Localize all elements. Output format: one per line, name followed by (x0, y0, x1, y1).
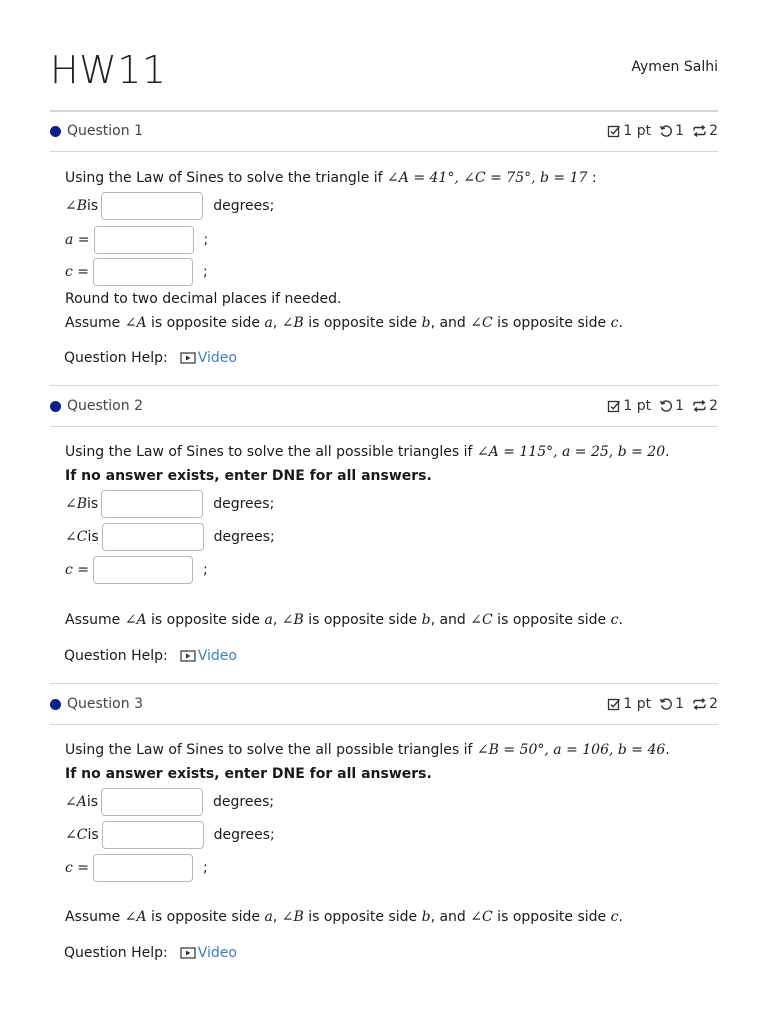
angle-c-input[interactable] (102, 523, 204, 551)
dne-note: If no answer exists, enter DNE for all answers. (65, 468, 432, 484)
answer-row-angle-a (65, 786, 274, 818)
attempts-value: 2 (709, 398, 718, 414)
question-prompt (65, 442, 670, 462)
answer-row-angle-c (65, 521, 275, 553)
answer-label-is: is (87, 198, 99, 214)
question-help (64, 646, 237, 666)
repeat-icon (692, 124, 707, 138)
answer-label: ∠C (65, 827, 88, 843)
unit-label: degrees; (213, 496, 275, 512)
help-label: Question Help: (64, 648, 168, 664)
answer-label: ∠B (65, 198, 88, 214)
answer-label-is: is (86, 794, 99, 810)
question-3-header[interactable] (50, 683, 718, 725)
help-label: Question Help: (64, 350, 168, 366)
user-name[interactable]: Aymen Salhi (631, 59, 718, 75)
prompt-text: Using the Law of Sines to solve the triangle if (65, 170, 383, 186)
answer-label: ∠C (65, 529, 88, 545)
answer-row-angle-b (65, 488, 274, 520)
side-c-input[interactable] (93, 556, 193, 584)
page-title: HW11 (50, 48, 167, 92)
side-c-input[interactable] (93, 258, 193, 286)
answer-row-angle-b (65, 190, 274, 222)
prompt-math: ∠A = 41°, ∠C = 75°, b = 17 (387, 170, 588, 186)
unit-label: degrees; (213, 529, 275, 545)
answer-label: c = (65, 264, 90, 280)
prompt-end: . (665, 742, 670, 758)
angle-c-input[interactable] (102, 821, 204, 849)
angle-b-input[interactable] (101, 192, 203, 220)
prompt-math: ∠B = 50°, a = 106, b = 46 (476, 742, 666, 758)
question-help (64, 348, 237, 368)
checkbox-edit-icon (607, 697, 621, 711)
answer-label-is: is (87, 827, 99, 843)
unit-label: degrees; (213, 794, 275, 810)
question-title: Question 1 (67, 123, 143, 139)
retries-meta (659, 398, 684, 414)
prompt-end: : (587, 170, 597, 186)
play-box-icon (180, 947, 196, 959)
play-box-icon (180, 352, 196, 364)
prompt-text: Using the Law of Sines to solve the all possible triangles if (65, 444, 473, 460)
attempts-value: 2 (709, 696, 718, 712)
question-meta (599, 398, 718, 414)
question-prompt (65, 740, 670, 760)
retries-meta (659, 696, 684, 712)
status-dot-icon (50, 401, 61, 412)
points-value: 1 pt (623, 696, 652, 712)
points-meta (607, 398, 651, 414)
question-1-header[interactable] (50, 111, 718, 152)
answer-row-side-c (65, 852, 208, 884)
attempts-meta (692, 696, 718, 712)
side-a-input[interactable] (94, 226, 194, 254)
points-meta (607, 696, 651, 712)
answer-label: ∠A (65, 794, 87, 810)
retries-value: 1 (675, 696, 685, 712)
question-title: Question 3 (67, 696, 143, 712)
unit-label: degrees; (213, 827, 275, 843)
answer-label: c = (65, 860, 90, 876)
status-dot-icon (50, 699, 61, 710)
unit-label: ; (203, 232, 209, 248)
video-link[interactable] (180, 348, 237, 368)
video-link-label[interactable]: Video (197, 350, 237, 366)
assume-note: Assume ∠A is opposite side a, ∠B is opposite side b, and ∠C is opposite side c. (65, 612, 623, 628)
prompt-math: ∠A = 115°, a = 25, b = 20 (476, 444, 666, 460)
video-link[interactable] (180, 943, 237, 963)
question-meta (599, 123, 718, 139)
question-help (64, 943, 237, 963)
attempts-meta (692, 398, 718, 414)
angle-a-input[interactable] (101, 788, 203, 816)
answer-label-is: is (87, 529, 99, 545)
answer-row-angle-c (65, 819, 275, 851)
points-value: 1 pt (623, 123, 652, 139)
undo-icon (659, 399, 673, 413)
points-value: 1 pt (623, 398, 652, 414)
unit-label: degrees; (213, 198, 275, 214)
dne-note: If no answer exists, enter DNE for all answers. (65, 766, 432, 782)
answer-row-side-c (65, 554, 208, 586)
assume-note: Assume ∠A is opposite side a, ∠B is opposite side b, and ∠C is opposite side c. (65, 909, 623, 925)
checkbox-edit-icon (607, 124, 621, 138)
help-label: Question Help: (64, 945, 168, 961)
play-box-icon (180, 650, 196, 662)
checkbox-edit-icon (607, 399, 621, 413)
answer-row-side-c (65, 256, 208, 288)
question-2-header[interactable] (50, 385, 718, 427)
answer-row-side-a (65, 224, 208, 256)
retries-value: 1 (675, 123, 685, 139)
undo-icon (659, 697, 673, 711)
question-meta (599, 696, 718, 712)
prompt-end: . (665, 444, 670, 460)
points-meta (607, 123, 651, 139)
attempts-meta (692, 123, 718, 139)
unit-label: ; (203, 860, 208, 876)
round-note: Round to two decimal places if needed. (65, 291, 342, 307)
video-link-label[interactable]: Video (197, 945, 237, 961)
prompt-text: Using the Law of Sines to solve the all possible triangles if (65, 742, 473, 758)
answer-label: c = (65, 562, 90, 578)
repeat-icon (692, 399, 707, 413)
status-dot-icon (50, 126, 61, 137)
retries-value: 1 (675, 398, 685, 414)
video-link-label[interactable]: Video (197, 648, 237, 664)
angle-b-input[interactable] (101, 490, 203, 518)
question-prompt (65, 168, 597, 188)
undo-icon (659, 124, 673, 138)
attempts-value: 2 (709, 123, 718, 139)
unit-label: ; (203, 562, 208, 578)
retries-meta (659, 123, 684, 139)
repeat-icon (692, 697, 707, 711)
assume-note: Assume ∠A is opposite side a, ∠B is opposite side b, and ∠C is opposite side c. (65, 315, 623, 331)
answer-label: a = (65, 232, 90, 248)
answer-label: ∠B (65, 496, 88, 512)
answer-label-is: is (87, 496, 99, 512)
video-link[interactable] (180, 646, 237, 666)
side-c-input[interactable] (93, 854, 193, 882)
question-title: Question 2 (67, 398, 143, 414)
unit-label: ; (203, 264, 208, 280)
